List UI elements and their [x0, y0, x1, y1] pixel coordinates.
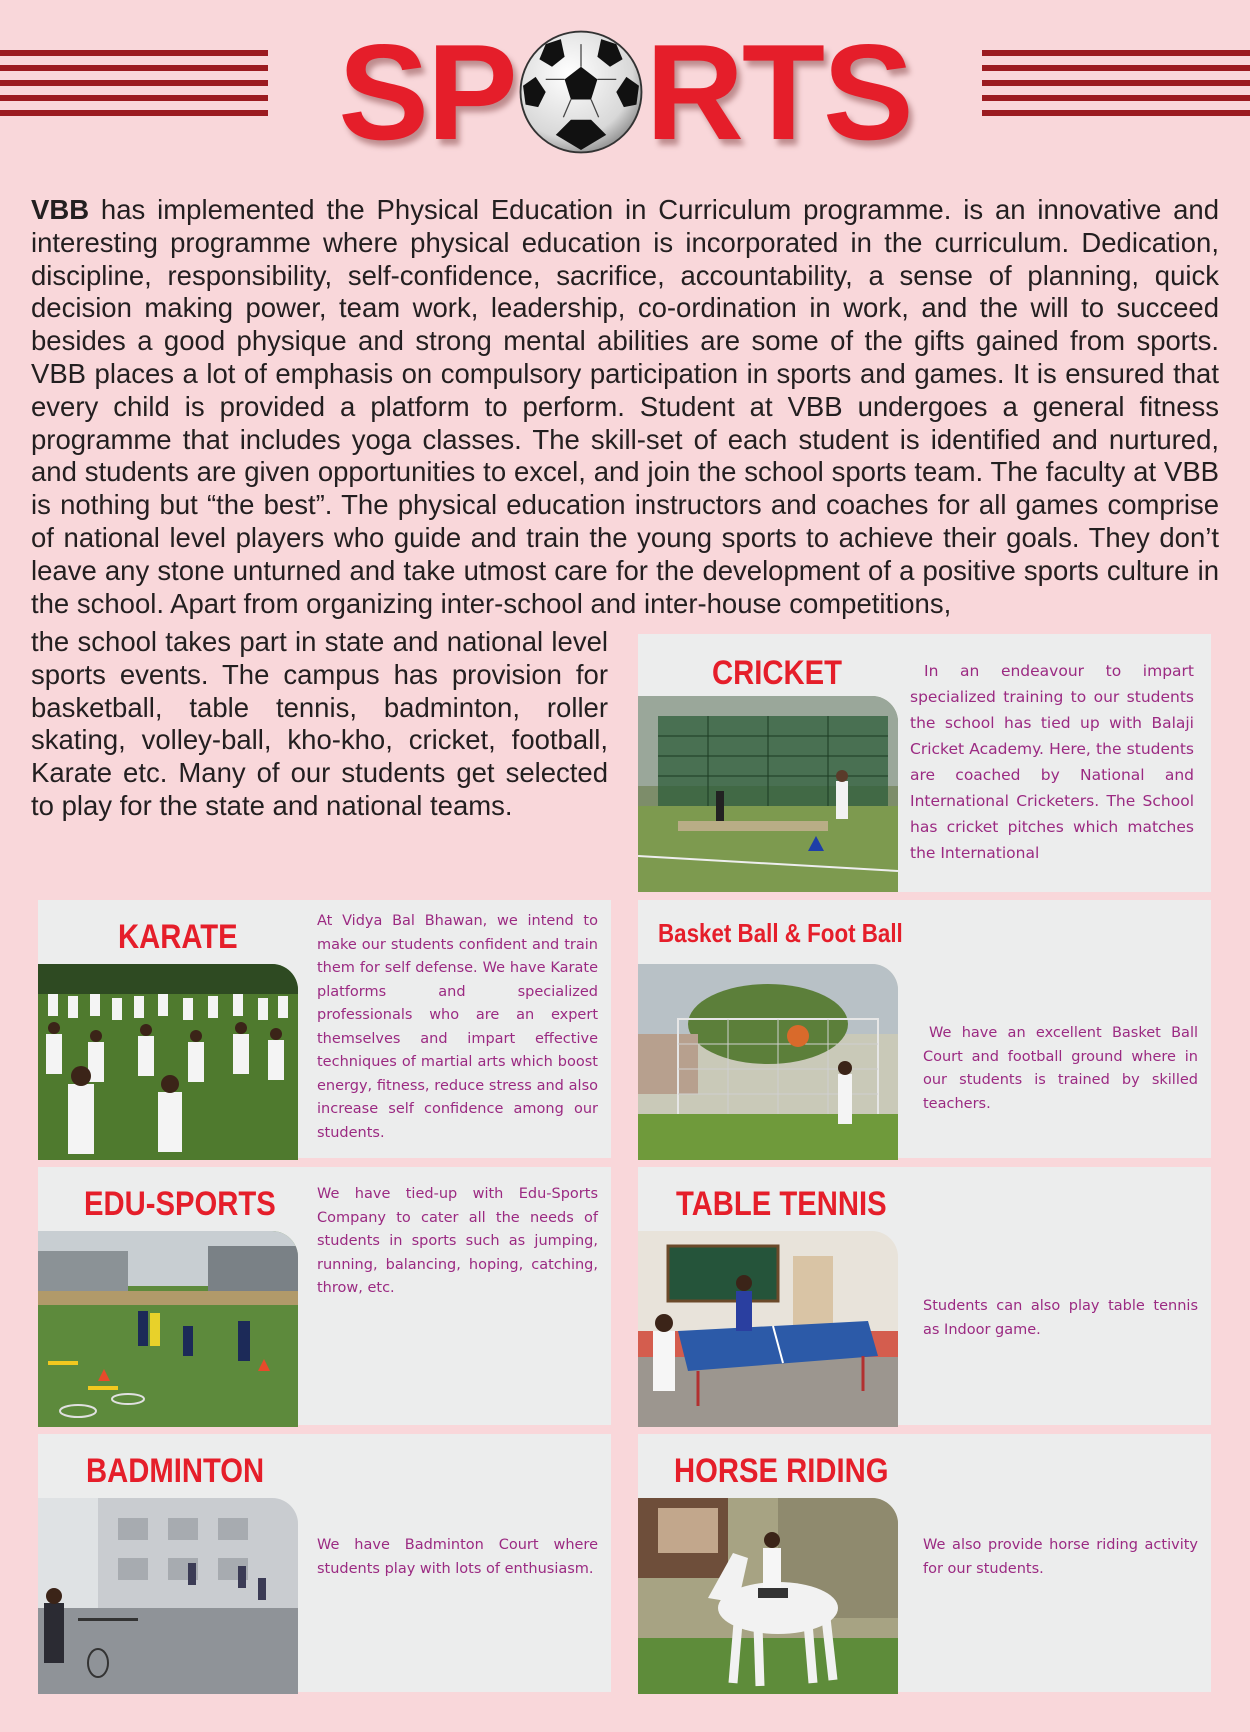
- basketball-football-card: [638, 900, 1211, 1158]
- cricket-text: In an endeavour to impart specialized training to our students the school has tied up with Balaji Cricket Academy. Here, the students are coached by National and International Cricketers. The School has cricket pitches which matches the International: [910, 662, 1194, 862]
- badminton-text: We have Badminton Court where students play with lots of enthusiasm.: [317, 1537, 598, 1577]
- cricket-title: CRICKET: [712, 654, 842, 692]
- edu-sports-text: We have tied-up with Edu-Sports Company to cater all the needs of students in sports such as jumping, running, balancing, hoping, catching, throw, etc.: [317, 1186, 598, 1296]
- basketball-photo: [638, 964, 898, 1160]
- horse-riding-card: [638, 1434, 1211, 1692]
- karate-card: [38, 900, 611, 1158]
- intro-paragraph: [31, 194, 1219, 620]
- page-title: [280, 16, 970, 168]
- table-tennis-title: TABLE TENNIS: [676, 1185, 887, 1223]
- cricket-photo: [638, 696, 898, 892]
- header-stripes-right: [982, 50, 1250, 125]
- table-tennis-photo: [638, 1231, 898, 1427]
- horse-riding-text: We also provide horse riding activity for our students.: [923, 1537, 1198, 1577]
- table-tennis-text: Students can also play table tennis as Indoor game.: [923, 1298, 1198, 1338]
- karate-text: At Vidya Bal Bhawan, we intend to make our students confident and train them for self defense. We have Karate platforms and specialized professionals who are an expert themselves and impart effective techniques of martial arts which boost energy, fitness, reduce stress and also increase self confidence among our students.: [317, 913, 598, 1141]
- karate-photo: [38, 964, 298, 1160]
- badminton-title: BADMINTON: [86, 1452, 265, 1490]
- cricket-card: [638, 634, 1211, 892]
- horse-riding-photo: [638, 1498, 898, 1694]
- edu-sports-title: EDU-SPORTS: [84, 1185, 276, 1223]
- karate-title: KARATE: [118, 918, 238, 956]
- edu-sports-card: [38, 1167, 611, 1425]
- intro-bold-lead: VBB: [31, 194, 90, 225]
- title-part-left: SP: [338, 16, 516, 168]
- intro-text: has implemented the Physical Education in Curriculum programme. is an innovative and interesting programme where physical education is incorporated in the curriculum. Dedication, discipline, responsibility, self-confidence, sacrifice, accountability, a sense of planning, quick decision making power, team work, leadership, co-ordination in work, and the will to succeed besides a good physique and strong mental abilities are some of the gifts gained from sports. VBB places a lot of emphasis on compulsory participation in sports and games. It is ensured that every child is provided a platform to perform. Student at VBB undergoes a general fitness programme that includes yoga classes. The skill-set of each student is identified and nurtured, and students are given opportunities to excel, and join the school sports team. The faculty at VBB is nothing but “the best”. The physical education instructors and coaches for all games comprise of national level players who guide and train the young sports to achieve their goals. They don’t leave any stone unturned and take utmost care for the development of a positive sports culture in the school. Apart from organizing inter-school and inter-house competitions,: [31, 194, 1219, 619]
- edu-sports-photo: [38, 1231, 298, 1427]
- soccer-ball-icon: [518, 29, 644, 155]
- badminton-photo: [38, 1498, 298, 1694]
- horse-riding-title: HORSE RIDING: [674, 1452, 889, 1490]
- basketball-football-text: We have an excellent Basket Ball Court and football ground where in our students is trained by skilled teachers.: [923, 1025, 1198, 1112]
- intro-continuation: the school takes part in state and national level sports events. The campus has provision for basketball, table tennis, badminton, roller skating, volley-ball, kho-kho, cricket, football, Karate etc. Many of our students get selected to play for the state and national teams.: [31, 626, 608, 821]
- basketball-football-title: Basket Ball & Foot Ball: [658, 918, 903, 948]
- header-stripes-left: [0, 50, 268, 125]
- badminton-card: [38, 1434, 611, 1692]
- title-part-right: RTS: [645, 16, 912, 168]
- table-tennis-card: [638, 1167, 1211, 1425]
